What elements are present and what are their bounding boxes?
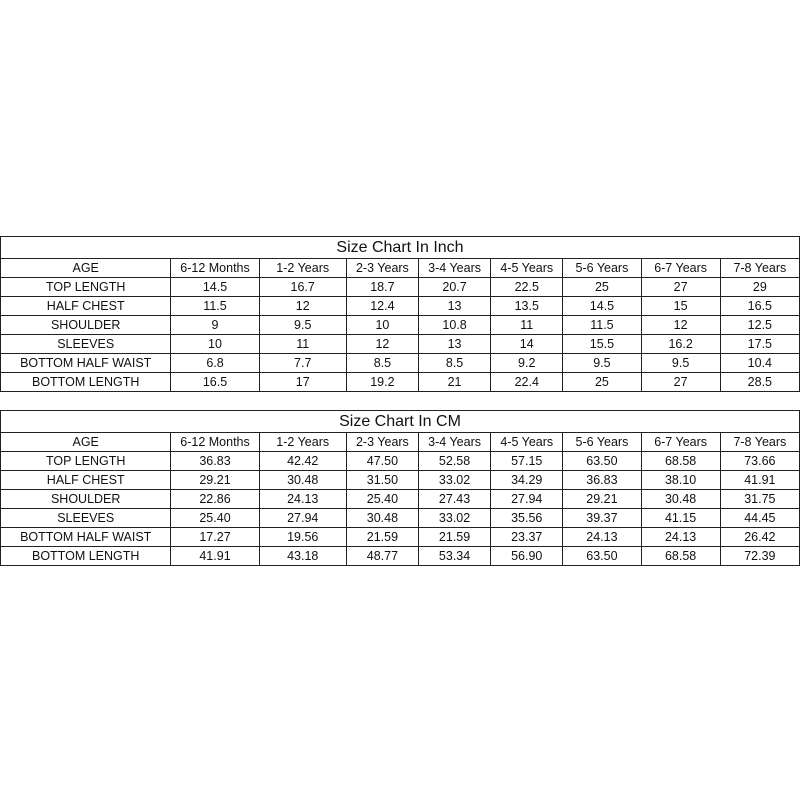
table-row: [1, 528, 800, 547]
measurement-cell: 26.42: [720, 528, 799, 547]
header-age-range: 6-7 Years: [641, 259, 720, 278]
measurement-cell: 36.83: [563, 471, 641, 490]
measurement-cell: 57.15: [491, 452, 563, 471]
measurement-cell: 52.58: [418, 452, 490, 471]
header-age-range: 4-5 Years: [491, 259, 563, 278]
measurement-cell: 41.91: [720, 471, 799, 490]
table-header-row: [1, 259, 800, 278]
measurement-cell: 9.2: [491, 354, 563, 373]
measurement-cell: 25.40: [171, 509, 259, 528]
measurement-cell: 33.02: [418, 471, 490, 490]
row-label: BOTTOM LENGTH: [1, 547, 171, 566]
measurement-cell: 10: [171, 335, 259, 354]
row-label: HALF CHEST: [1, 471, 171, 490]
row-label: SLEEVES: [1, 335, 171, 354]
measurement-cell: 53.34: [418, 547, 490, 566]
measurement-cell: 44.45: [720, 509, 799, 528]
table-row: [1, 335, 800, 354]
table-row: [1, 278, 800, 297]
header-age-range: 2-3 Years: [346, 433, 418, 452]
measurement-cell: 22.5: [491, 278, 563, 297]
measurement-cell: 13.5: [491, 297, 563, 316]
measurement-cell: 68.58: [641, 547, 720, 566]
measurement-cell: 12.5: [720, 316, 799, 335]
table-row: [1, 509, 800, 528]
measurement-cell: 29: [720, 278, 799, 297]
row-label: BOTTOM LENGTH: [1, 373, 171, 392]
measurement-cell: 48.77: [346, 547, 418, 566]
row-label: SHOULDER: [1, 316, 171, 335]
header-age-range: 6-12 Months: [171, 259, 259, 278]
header-age-range: 5-6 Years: [563, 433, 641, 452]
measurement-cell: 11.5: [171, 297, 259, 316]
measurement-cell: 41.91: [171, 547, 259, 566]
table-row: [1, 452, 800, 471]
table-row: [1, 471, 800, 490]
measurement-cell: 27: [641, 278, 720, 297]
header-age-range: 3-4 Years: [418, 433, 490, 452]
measurement-cell: 25.40: [346, 490, 418, 509]
measurement-cell: 36.83: [171, 452, 259, 471]
measurement-cell: 8.5: [418, 354, 490, 373]
measurement-cell: 11.5: [563, 316, 641, 335]
row-label: SLEEVES: [1, 509, 171, 528]
row-label: TOP LENGTH: [1, 452, 171, 471]
measurement-cell: 14.5: [563, 297, 641, 316]
measurement-cell: 56.90: [491, 547, 563, 566]
measurement-cell: 13: [418, 297, 490, 316]
table-row: [1, 490, 800, 509]
measurement-cell: 11: [491, 316, 563, 335]
measurement-cell: 8.5: [346, 354, 418, 373]
measurement-cell: 27.43: [418, 490, 490, 509]
table-title: Size Chart In Inch: [1, 237, 800, 259]
measurement-cell: 12: [346, 335, 418, 354]
measurement-cell: 22.86: [171, 490, 259, 509]
measurement-cell: 6.8: [171, 354, 259, 373]
table-header-row: [1, 433, 800, 452]
measurement-cell: 27.94: [259, 509, 346, 528]
measurement-cell: 12.4: [346, 297, 418, 316]
measurement-cell: 12: [259, 297, 346, 316]
measurement-cell: 12: [641, 316, 720, 335]
header-age-range: 1-2 Years: [259, 433, 346, 452]
measurement-cell: 14.5: [171, 278, 259, 297]
measurement-cell: 29.21: [171, 471, 259, 490]
measurement-cell: 20.7: [418, 278, 490, 297]
header-age: AGE: [1, 433, 171, 452]
measurement-cell: 9.5: [259, 316, 346, 335]
row-label: HALF CHEST: [1, 297, 171, 316]
measurement-cell: 25: [563, 373, 641, 392]
measurement-cell: 30.48: [259, 471, 346, 490]
measurement-cell: 17: [259, 373, 346, 392]
measurement-cell: 10: [346, 316, 418, 335]
size-chart-inch-table: [0, 236, 800, 392]
measurement-cell: 68.58: [641, 452, 720, 471]
measurement-cell: 17.27: [171, 528, 259, 547]
measurement-cell: 30.48: [346, 509, 418, 528]
measurement-cell: 22.4: [491, 373, 563, 392]
measurement-cell: 13: [418, 335, 490, 354]
header-age-range: 5-6 Years: [563, 259, 641, 278]
measurement-cell: 11: [259, 335, 346, 354]
header-age-range: 6-12 Months: [171, 433, 259, 452]
table-title: Size Chart In CM: [1, 411, 800, 433]
measurement-cell: 73.66: [720, 452, 799, 471]
measurement-cell: 41.15: [641, 509, 720, 528]
measurement-cell: 18.7: [346, 278, 418, 297]
table-row: [1, 316, 800, 335]
measurement-cell: 31.75: [720, 490, 799, 509]
measurement-cell: 72.39: [720, 547, 799, 566]
measurement-cell: 63.50: [563, 452, 641, 471]
measurement-cell: 33.02: [418, 509, 490, 528]
measurement-cell: 16.7: [259, 278, 346, 297]
table-row: [1, 354, 800, 373]
measurement-cell: 34.29: [491, 471, 563, 490]
measurement-cell: 35.56: [491, 509, 563, 528]
measurement-cell: 28.5: [720, 373, 799, 392]
header-age-range: 3-4 Years: [418, 259, 490, 278]
measurement-cell: 30.48: [641, 490, 720, 509]
measurement-cell: 42.42: [259, 452, 346, 471]
measurement-cell: 24.13: [259, 490, 346, 509]
measurement-cell: 10.8: [418, 316, 490, 335]
measurement-cell: 7.7: [259, 354, 346, 373]
row-label: BOTTOM HALF WAIST: [1, 354, 171, 373]
measurement-cell: 9.5: [563, 354, 641, 373]
header-age: AGE: [1, 259, 171, 278]
row-label: TOP LENGTH: [1, 278, 171, 297]
table-title-row: [1, 237, 800, 259]
header-age-range: 7-8 Years: [720, 259, 799, 278]
measurement-cell: 23.37: [491, 528, 563, 547]
measurement-cell: 21.59: [346, 528, 418, 547]
table-title-row: [1, 411, 800, 433]
measurement-cell: 38.10: [641, 471, 720, 490]
table-row: [1, 373, 800, 392]
measurement-cell: 17.5: [720, 335, 799, 354]
measurement-cell: 14: [491, 335, 563, 354]
measurement-cell: 16.5: [171, 373, 259, 392]
header-age-range: 6-7 Years: [641, 433, 720, 452]
measurement-cell: 24.13: [563, 528, 641, 547]
table-row: [1, 297, 800, 316]
measurement-cell: 16.2: [641, 335, 720, 354]
measurement-cell: 29.21: [563, 490, 641, 509]
measurement-cell: 27.94: [491, 490, 563, 509]
header-age-range: 1-2 Years: [259, 259, 346, 278]
measurement-cell: 43.18: [259, 547, 346, 566]
measurement-cell: 15: [641, 297, 720, 316]
size-chart-cm-table: [0, 410, 800, 566]
measurement-cell: 19.2: [346, 373, 418, 392]
header-age-range: 4-5 Years: [491, 433, 563, 452]
measurement-cell: 21: [418, 373, 490, 392]
measurement-cell: 10.4: [720, 354, 799, 373]
table-row: [1, 547, 800, 566]
measurement-cell: 24.13: [641, 528, 720, 547]
row-label: BOTTOM HALF WAIST: [1, 528, 171, 547]
measurement-cell: 25: [563, 278, 641, 297]
measurement-cell: 39.37: [563, 509, 641, 528]
header-age-range: 7-8 Years: [720, 433, 799, 452]
measurement-cell: 19.56: [259, 528, 346, 547]
measurement-cell: 31.50: [346, 471, 418, 490]
measurement-cell: 15.5: [563, 335, 641, 354]
measurement-cell: 16.5: [720, 297, 799, 316]
measurement-cell: 63.50: [563, 547, 641, 566]
measurement-cell: 21.59: [418, 528, 490, 547]
row-label: SHOULDER: [1, 490, 171, 509]
measurement-cell: 27: [641, 373, 720, 392]
header-age-range: 2-3 Years: [346, 259, 418, 278]
measurement-cell: 47.50: [346, 452, 418, 471]
measurement-cell: 9.5: [641, 354, 720, 373]
measurement-cell: 9: [171, 316, 259, 335]
